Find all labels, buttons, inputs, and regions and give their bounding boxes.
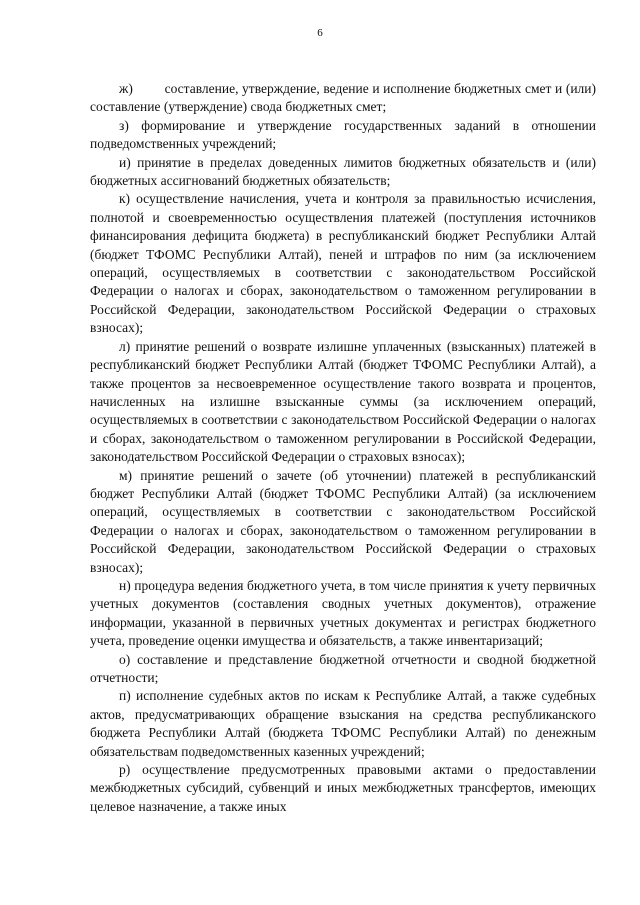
list-item-marker: и) (119, 154, 131, 170)
list-item-m (90, 467, 596, 577)
list-item-p (90, 687, 596, 761)
document-body (90, 80, 596, 816)
list-item-marker: н) (119, 577, 131, 593)
list-item-k (90, 190, 596, 337)
list-item-text: осуществление начисления, учета и контроля за правильностью исчисления, полнотой и своевременностью осуществления платежей (поступления источников финансирования дефицита бюджета) в республиканский бюджет Республики Алтай (бюджет ТФОМС Республики Алтай), пеней и штрафов по ним (за исключением операций, осуществляемых в соответствии с законодательством Российской Федерации о налогах и сборах, законодательством о таможенном регулировании в Российской Федерации, законодательством Российской Федерации о страховых взносах); (90, 191, 597, 336)
list-item-text: составление, утверждение, ведение и исполнение бюджетных смет и (или) составление (утверждение) свода бюджетных смет; (90, 81, 596, 115)
list-item-zh (90, 80, 596, 117)
list-item-l (90, 338, 596, 467)
list-item-text: принятие решений о возврате излишне уплаченных (взысканных) платежей в республиканский бюджет Республики Алтай (бюджет ТФОМС Республики Алтай), а также процентов за несвоевременное осуществление такого возврата и процентов, начисленных на излишне взысканные суммы (за исключением операций, осуществляемых в соответствии с законодательством Российской Федерации о налогах и сборах, законодательством о таможенном регулировании в Российской Федерации, законодательством Российской Федерации о страховых взносах); (90, 338, 596, 465)
list-item-n (90, 577, 596, 651)
list-item-text: формирование и утверждение государственных заданий в отношении подведомственных учреждений; (90, 117, 597, 152)
list-item-o (90, 651, 596, 688)
list-item-marker: к) (119, 191, 131, 207)
list-item-marker: з) (119, 117, 129, 133)
list-item-text: осуществление предусмотренных правовыми актами о предоставлении межбюджетных субсидий, субвенций и иных межбюджетных трансфертов, имеющих целевое назначение, а также иных (90, 762, 596, 814)
list-item-text: принятие в пределах доведенных лимитов бюджетных обязательств и (или) бюджетных ассигнований бюджетных обязательств; (90, 154, 597, 189)
list-item-marker: р) (119, 762, 131, 778)
page-number: 6 (317, 27, 323, 39)
list-item-text: принятие решений о зачете (об уточнении) платежей в республиканский бюджет Республики Алтай (бюджет ТФОМС Республики Алтай) (за исключением операций, осуществляемых в соответствии с законодательством Российской Федерации о налогах и сборах, законодательством о таможенном регулировании в Российской Федерации, законодательством Российской Федерации о страховых взносах); (90, 467, 597, 575)
list-item-marker: м) (119, 467, 133, 483)
list-item-marker: п) (119, 688, 131, 704)
list-item-marker: ж) (119, 81, 133, 96)
list-item-text: составление и представление бюджетной отчетности и сводной бюджетной отчетности; (90, 651, 596, 685)
list-item-r (90, 761, 596, 816)
list-item-i (90, 154, 596, 191)
list-item-text: процедура ведения бюджетного учета, в том числе принятия к учету первичных учетных документов (составления сводных учетных документов), отражение информации, указанной в первичных учетных документах и регистрах бюджетного учета, проведение оценки имущества и обязательств, а также инвентаризаций; (90, 577, 596, 649)
list-item-text: исполнение судебных актов по искам к Республике Алтай, а также судебных актов, предусматривающих обращение взыскания на средства республиканского бюджета Республики Алтай (бюджета ТФОМС Республики Алтай) по денежным обязательствам подведомственных казенных учреждений; (90, 688, 597, 759)
list-item-z (90, 117, 596, 154)
list-item-marker: л) (119, 338, 131, 354)
list-item-marker: о) (119, 651, 131, 667)
